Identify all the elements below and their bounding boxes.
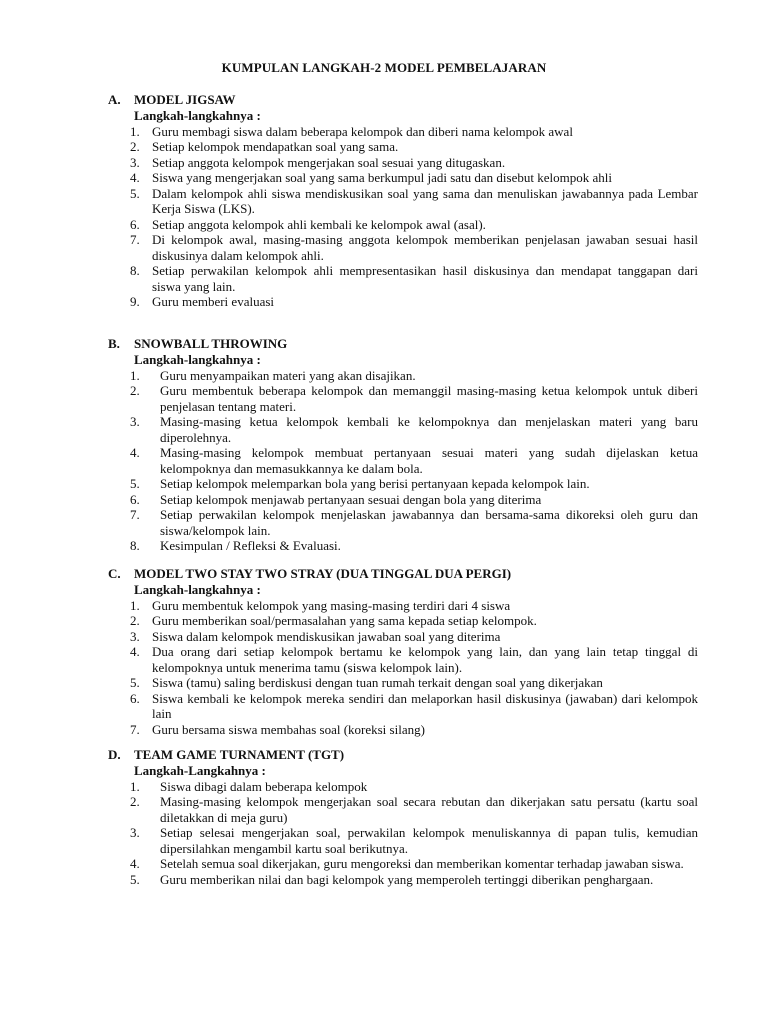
list-item: [108, 856, 698, 872]
list-item: [108, 794, 698, 825]
step-text: Guru membentuk kelompok yang masing-masing terdiri dari 4 siswa: [152, 597, 511, 613]
step-text: Siswa dibagi dalam beberapa kelompok: [160, 778, 368, 794]
list-item: [108, 139, 698, 155]
list-item: [108, 232, 698, 263]
section-title: TEAM GAME TURNAMENT (TGT): [134, 747, 345, 762]
step-number: 4.: [130, 170, 140, 185]
step-list: [108, 779, 698, 888]
step-text: Setelah semua soal dikerjakan, guru mengoreksi dan memberikan komentar terhadap jawaban siswa.: [160, 856, 684, 871]
list-item: [108, 538, 698, 554]
list-item: [108, 722, 698, 738]
step-text: Setiap anggota kelompok ahli kembali ke kelompok awal (asal).: [152, 216, 486, 232]
list-item: [108, 217, 698, 233]
step-text: Siswa kembali ke kelompok mereka sendiri dan melaporkan hasil diskusinya (jawaban) dari kelompok lain: [152, 690, 698, 721]
list-item: [108, 644, 698, 675]
list-item: [108, 629, 698, 645]
step-number: 5.: [130, 675, 140, 690]
list-item: [108, 445, 698, 476]
step-text: Setiap selesai mengerjakan soal, perwakilan kelompok menuliskannya di papan tulis, kemudian dipersilahkan mengambil kartu soal berikutnya.: [160, 825, 698, 856]
step-number: 2.: [130, 613, 140, 628]
section-two-stay-two-stray: [108, 566, 698, 737]
list-item: [108, 124, 698, 140]
list-item: [108, 779, 698, 795]
step-number: 2.: [130, 139, 140, 154]
list-item: [108, 507, 698, 538]
document-title: KUMPULAN LANGKAH-2 MODEL PEMBELAJARAN: [221, 60, 547, 75]
list-item: [108, 598, 698, 614]
step-text: Guru memberi evaluasi: [152, 294, 275, 309]
step-text: Siswa (tamu) saling berdiskusi dengan tuan rumah terkait dengan soal yang dikerjakan: [152, 675, 603, 690]
list-item: [108, 368, 698, 384]
list-item: [108, 186, 698, 217]
section-letter: B.: [108, 336, 120, 351]
section-subheading: Langkah-langkahnya :: [134, 352, 261, 367]
section-letter: C.: [108, 566, 121, 581]
step-text: Guru bersama siswa membahas soal (koreksi silang): [152, 721, 425, 737]
step-number: 3.: [130, 825, 140, 840]
step-number: 5.: [130, 476, 140, 491]
step-text: Dua orang dari setiap kelompok bertamu ke kelompok yang lain, dan yang lain tetap tinggal di kelompoknya untuk menerima tamu (siswa kelompok lain).: [152, 644, 698, 675]
step-text: Dalam kelompok ahli siswa mendiskusikan soal yang sama dan menuliskan jawabannya pada Lembar Kerja Siswa (LKS).: [152, 185, 698, 216]
list-item: [108, 476, 698, 492]
step-number: 3.: [130, 154, 140, 170]
step-number: 1.: [130, 123, 140, 139]
list-item: [108, 294, 698, 310]
section-heading: [108, 566, 698, 582]
section-jigsaw: [108, 92, 698, 310]
list-item: [108, 263, 698, 294]
step-number: 1.: [130, 597, 140, 613]
step-text: Kesimpulan / Refleksi & Evaluasi.: [160, 538, 341, 553]
step-number: 5.: [130, 185, 140, 201]
list-item: [108, 825, 698, 856]
step-number: 3.: [130, 628, 140, 644]
step-number: 8.: [130, 538, 140, 553]
step-number: 6.: [130, 216, 140, 232]
step-number: 2.: [130, 383, 140, 398]
step-number: 2.: [130, 794, 140, 809]
step-text: Siswa dalam kelompok mendiskusikan jawaban soal yang diterima: [152, 628, 501, 644]
section-snowball-throwing: [108, 336, 698, 554]
section-title: SNOWBALL THROWING: [134, 336, 288, 351]
step-text: Setiap kelompok melemparkan bola yang berisi pertanyaan kepada kelompok lain.: [160, 476, 590, 491]
section-title: MODEL JIGSAW: [134, 92, 236, 107]
step-text: Masing-masing ketua kelompok kembali ke kelompoknya dan menjelaskan materi yang baru diperolehnya.: [160, 414, 698, 445]
step-list: [108, 368, 698, 554]
section-subheading: Langkah-langkahnya :: [134, 108, 261, 123]
section-heading: [108, 747, 698, 763]
step-number: 7.: [130, 721, 140, 737]
step-list: [108, 124, 698, 310]
section-team-game-turnament: [108, 747, 698, 887]
section-title: MODEL TWO STAY TWO STRAY (DUA TINGGAL DUA PERGI): [134, 566, 512, 581]
step-number: 7.: [130, 507, 140, 522]
list-item: [108, 383, 698, 414]
list-item: [108, 155, 698, 171]
section-heading: [108, 92, 698, 108]
step-text: Guru memberikan soal/permasalahan yang sama kepada setiap kelompok.: [152, 613, 537, 628]
step-number: 1.: [130, 778, 140, 794]
step-text: Setiap kelompok mendapatkan soal yang sama.: [152, 139, 399, 154]
step-number: 1.: [130, 367, 140, 383]
section-letter: D.: [108, 747, 121, 762]
step-text: Masing-masing kelompok mengerjakan soal secara rebutan dan dikerjakan satu persatu (kartu soal diletakkan di meja guru): [160, 794, 698, 825]
section-subheading: Langkah-langkahnya :: [134, 582, 261, 597]
step-number: 3.: [130, 414, 140, 429]
list-item: [108, 414, 698, 445]
step-text: Setiap perwakilan kelompok ahli mempresentasikan hasil diskusinya dan mendapat tanggapan dari siswa yang lain.: [152, 263, 698, 294]
step-list: [108, 598, 698, 738]
step-text: Guru memberikan nilai dan bagi kelompok yang memperoleh tertinggi diberikan penghargaan.: [160, 871, 654, 887]
list-item: [108, 170, 698, 186]
step-text: Setiap kelompok menjawab pertanyaan sesuai dengan bola yang diterima: [160, 491, 542, 507]
step-text: Setiap anggota kelompok mengerjakan soal sesuai yang ditugaskan.: [152, 154, 506, 170]
step-number: 4.: [130, 445, 140, 460]
step-number: 8.: [130, 263, 140, 278]
step-number: 4.: [130, 644, 140, 659]
step-number: 6.: [130, 690, 140, 706]
list-item: [108, 872, 698, 888]
step-text: Guru membagi siswa dalam beberapa kelompok dan diberi nama kelompok awal: [152, 123, 573, 139]
section-subheading: Langkah-Langkahnya :: [134, 763, 266, 778]
step-text: Setiap perwakilan kelompok menjelaskan jawabannya dan bersama-sama dikoreksi oleh guru dan siswa/kelompok lain.: [160, 507, 698, 538]
step-number: 5.: [130, 871, 140, 887]
step-text: Guru menyampaikan materi yang akan disajikan.: [160, 367, 416, 383]
step-text: Siswa yang mengerjakan soal yang sama berkumpul jadi satu dan disebut kelompok ahli: [152, 170, 612, 185]
step-number: 9.: [130, 294, 140, 309]
step-text: Di kelompok awal, masing-masing anggota kelompok memberikan penjelasan jawaban sesuai hasil diskusinya dalam kelompok ahli.: [152, 232, 698, 263]
step-text: Masing-masing kelompok membuat pertanyaan sesuai materi yang sudah dijelaskan ketua kelompoknya dan memasukkannya ke dalam bola.: [160, 445, 698, 476]
list-item: [108, 691, 698, 722]
step-number: 6.: [130, 491, 140, 507]
step-number: 7.: [130, 232, 140, 247]
step-number: 4.: [130, 856, 140, 871]
step-text: Guru membentuk beberapa kelompok dan memanggil masing-masing ketua kelompok untuk diberi penjelasan tentang materi.: [160, 383, 698, 414]
list-item: [108, 675, 698, 691]
list-item: [108, 613, 698, 629]
section-letter: A.: [108, 92, 121, 107]
section-heading: [108, 336, 698, 352]
list-item: [108, 492, 698, 508]
